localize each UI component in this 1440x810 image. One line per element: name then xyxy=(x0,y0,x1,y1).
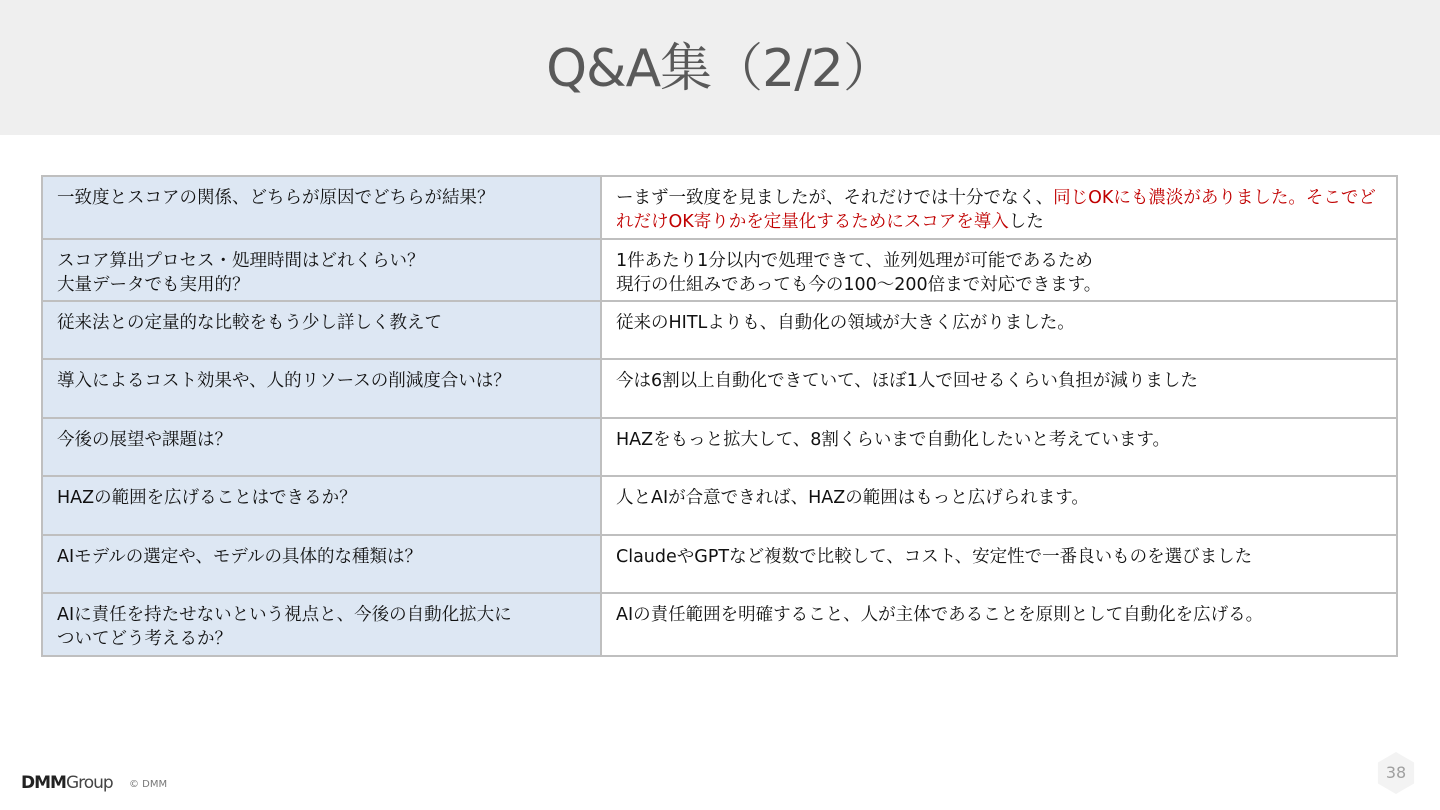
table-row xyxy=(42,239,1397,301)
question-cell: AIモデルの選定や、モデルの具体的な種類は？ xyxy=(42,535,601,593)
question-cell: 従来法との定量的な比較をもう少し詳しく教えて xyxy=(42,301,601,359)
table-row xyxy=(42,359,1397,418)
question-cell: HAZの範囲を広げることはできるか？ xyxy=(42,476,601,535)
question-cell: 今後の展望や課題は？ xyxy=(42,418,601,476)
table-row xyxy=(42,593,1397,656)
page-number: 38 xyxy=(1385,763,1407,782)
question-cell: スコア算出プロセス・処理時間はどれくらい？ 大量データでも実用的？ xyxy=(42,239,601,301)
answer-cell: AIの責任範囲を明確すること、人が主体であることを原則として自動化を広げる。 xyxy=(601,593,1397,656)
question-cell: AIに責任を持たせないという視点と、今後の自動化拡大に ついてどう考えるか？ xyxy=(42,593,601,656)
table-row xyxy=(42,418,1397,476)
answer-text: ーまず一致度を見ましたが、それだけでは十分でなく、 xyxy=(616,188,1054,208)
answer-cell: 従来のHITLよりも、自動化の領域が大きく広がりました。 xyxy=(601,301,1397,359)
answer-highlight: 同じOKにも濃淡がありました。そこでどれだけOK寄りかを定量化するためにスコアを導入 xyxy=(616,188,1376,232)
question-cell: 一致度とスコアの関係、どちらが原因でどちらが結果？ xyxy=(42,176,601,239)
answer-cell: 人とAIが合意できれば、HAZの範囲はもっと広げられます。 xyxy=(601,476,1397,535)
answer-cell: 1件あたり1分以内で処理できて、並列処理が可能であるため 現行の仕組みであっても今の100～200倍まで対応できます。 xyxy=(601,239,1397,301)
qa-table xyxy=(41,175,1398,657)
answer-cell: ClaudeやGPTなど複数で比較して、コスト、安定性で一番良いものを選びました xyxy=(601,535,1397,593)
answer-cell: HAZをもっと拡大して、8割くらいまで自動化したいと考えています。 xyxy=(601,418,1397,476)
dmm-group-logo xyxy=(21,773,113,793)
copyright: © DMM xyxy=(129,779,168,790)
table-row xyxy=(42,535,1397,593)
table-row xyxy=(42,301,1397,359)
logo-group: Group xyxy=(65,773,113,793)
question-cell: 導入によるコスト効果や、人的リソースの削減度合いは？ xyxy=(42,359,601,418)
page-title: Q&A集（2/2） xyxy=(546,39,894,99)
logo-dmm: DMM xyxy=(21,773,66,793)
table-row xyxy=(42,476,1397,535)
answer-text-tail: した xyxy=(1008,212,1044,232)
table-row xyxy=(42,176,1397,239)
answer-cell xyxy=(601,176,1397,239)
answer-cell: 今は6割以上自動化できていて、ほぼ1人で回せるくらい負担が減りました xyxy=(601,359,1397,418)
